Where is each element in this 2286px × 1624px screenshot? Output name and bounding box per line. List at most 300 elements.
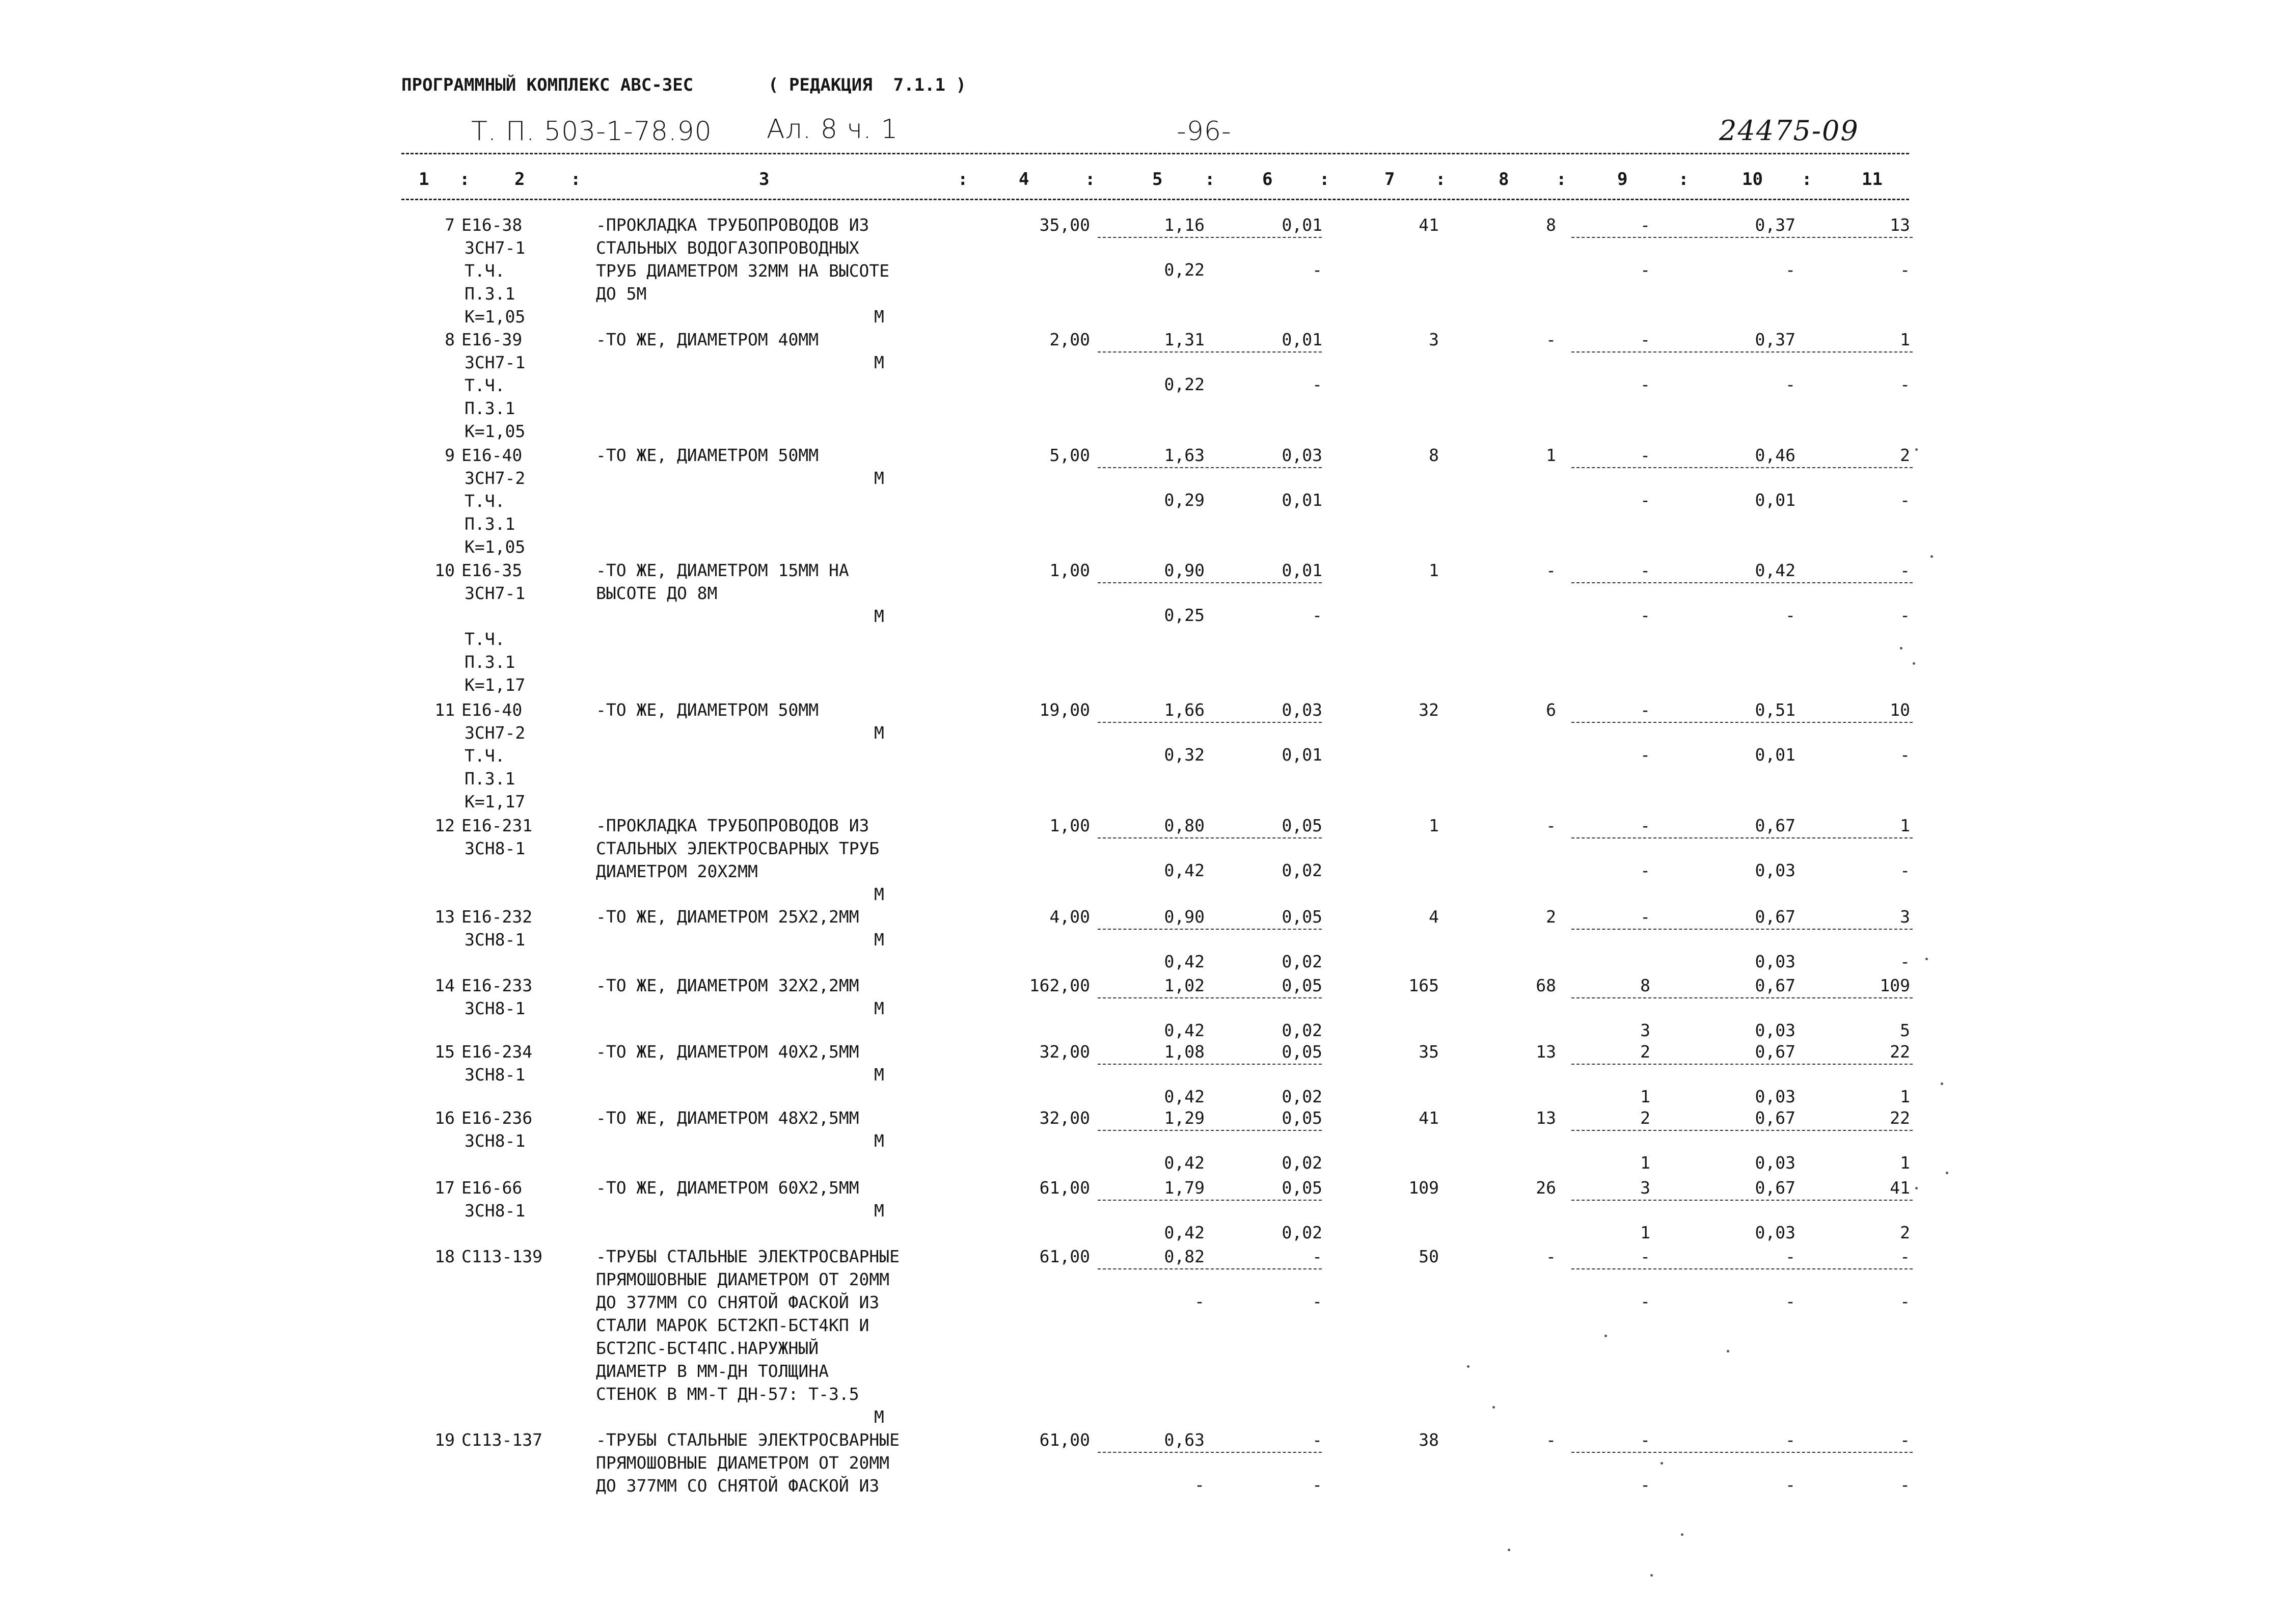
quantity-value: 2,00: [1049, 330, 1090, 349]
col5-sub-value: 0,25: [1164, 605, 1205, 625]
col8-value: 13: [1536, 1108, 1556, 1128]
scan-speck: [1941, 1082, 1943, 1085]
column-separator: :: [459, 169, 470, 190]
description-line: СТАЛИ МАРОК БСТ2КП-БСТ4КП И: [596, 1315, 869, 1335]
col10-value: 0,67: [1755, 816, 1795, 835]
code-detail: Т.Ч.: [465, 375, 505, 395]
description-line: ВЫСОТЕ ДО 8М: [596, 583, 718, 603]
col9-sub-value: -: [1640, 374, 1650, 394]
code-detail: П.3.1: [465, 514, 515, 534]
estimate-code: Е16-38: [461, 215, 523, 235]
col6-value: -: [1312, 1430, 1322, 1450]
col8-value: -: [1546, 330, 1556, 349]
col7-value: 8: [1429, 445, 1439, 465]
col7-value: 1: [1429, 560, 1439, 580]
row-number: 18: [434, 1247, 455, 1266]
col7-value: 38: [1419, 1430, 1439, 1450]
document-number: 24475-09: [1719, 115, 1859, 147]
col7-value: 3: [1429, 330, 1439, 349]
code-detail: 3СН7-1: [465, 353, 526, 372]
code-detail: К=1,05: [465, 421, 526, 441]
col11-value: -: [1900, 1430, 1910, 1450]
cost-subrule: [1098, 722, 1322, 723]
cost-subrule: [1098, 1200, 1322, 1201]
col10-sub-value: -: [1785, 260, 1795, 280]
scan-speck: [1913, 662, 1915, 665]
col10-value: 0,67: [1755, 907, 1795, 927]
col9-sub-value: 3: [1640, 1020, 1650, 1040]
quantity-value: 61,00: [1039, 1247, 1090, 1266]
labor-subrule: [1571, 1268, 1913, 1269]
code-detail: 3СН8-1: [465, 1201, 526, 1221]
col6-sub-value: -: [1312, 260, 1322, 280]
col10-sub-value: 0,03: [1755, 1223, 1795, 1242]
estimate-code: Е16-232: [461, 907, 533, 927]
unit-label: М: [874, 1407, 884, 1427]
col9-value: -: [1640, 1430, 1650, 1450]
description-line: ТРУБ ДИАМЕТРОМ 32ММ НА ВЫСОТЕ: [596, 261, 890, 281]
scan-speck: [1915, 1187, 1918, 1189]
row-number: 17: [434, 1178, 455, 1198]
description-line: ПРЯМОШОВНЫЕ ДИАМЕТРОМ ОТ 20ММ: [596, 1269, 890, 1289]
col11-sub-value: -: [1900, 605, 1910, 625]
col5-value: 1,66: [1164, 700, 1205, 720]
col5-value: 0,90: [1164, 560, 1205, 580]
col10-value: 0,51: [1755, 700, 1795, 720]
col10-value: 0,67: [1755, 976, 1795, 995]
scan-speck: [1492, 1406, 1495, 1409]
unit-label: М: [874, 884, 884, 904]
estimate-code: Е16-40: [461, 445, 523, 465]
col6-value: 0,05: [1282, 1178, 1322, 1198]
quantity-value: 32,00: [1039, 1108, 1090, 1128]
col5-value: 1,16: [1164, 215, 1205, 235]
estimate-code: Е16-233: [461, 976, 533, 995]
col7-value: 32: [1419, 700, 1439, 720]
labor-subrule: [1571, 1064, 1913, 1065]
col9-value: -: [1640, 215, 1650, 235]
col10-sub-value: -: [1785, 374, 1795, 394]
labor-subrule: [1571, 582, 1913, 583]
description-line: СТАЛЬНЫХ ВОДОГАЗОПРОВОДНЫХ: [596, 238, 859, 258]
column-number: 4: [1019, 169, 1029, 190]
column-number: 3: [759, 169, 770, 190]
scan-speck: [1900, 647, 1902, 649]
quantity-value: 4,00: [1049, 907, 1090, 927]
col10-sub-value: 0,01: [1755, 490, 1795, 510]
col11-sub-value: -: [1900, 745, 1910, 765]
col7-value: 35: [1419, 1042, 1439, 1062]
col5-value: 1,02: [1164, 976, 1205, 995]
scan-speck: [1508, 1549, 1510, 1551]
description-line: БСТ2ПС-БСТ4ПС.НАРУЖНЫЙ: [596, 1338, 819, 1358]
col8-value: -: [1546, 560, 1556, 580]
col10-sub-value: -: [1785, 1475, 1795, 1495]
scan-speck: [1727, 1350, 1729, 1352]
col10-value: 0,46: [1755, 445, 1795, 465]
column-separator: :: [570, 169, 581, 190]
quantity-value: 1,00: [1049, 560, 1090, 580]
code-detail: Т.Ч.: [465, 746, 505, 766]
col6-value: 0,01: [1282, 330, 1322, 349]
col7-value: 41: [1419, 1108, 1439, 1128]
col11-sub-value: 1: [1900, 1153, 1910, 1173]
page-number: -96-: [1177, 116, 1232, 147]
col6-value: 0,03: [1282, 445, 1322, 465]
description-line: ДИАМЕТРОМ 20Х2ММ: [596, 861, 758, 881]
col9-value: 2: [1640, 1042, 1650, 1062]
quantity-value: 5,00: [1049, 445, 1090, 465]
col10-sub-value: 0,03: [1755, 952, 1795, 971]
col6-sub-value: 0,02: [1282, 952, 1322, 971]
labor-subrule: [1571, 1130, 1913, 1131]
column-number: 10: [1742, 169, 1763, 190]
column-separator: :: [1085, 169, 1096, 190]
column-separator: :: [1435, 169, 1446, 190]
unit-label: М: [874, 353, 884, 372]
column-separator: :: [1319, 169, 1330, 190]
row-number: 12: [434, 816, 455, 835]
col8-value: 68: [1536, 976, 1556, 995]
cost-subrule: [1098, 582, 1322, 583]
code-detail: 3СН8-1: [465, 998, 526, 1018]
col6-sub-value: -: [1312, 1291, 1322, 1311]
labor-subrule: [1571, 837, 1913, 838]
col8-value: -: [1546, 1247, 1556, 1266]
col6-value: 0,05: [1282, 976, 1322, 995]
col11-sub-value: 1: [1900, 1087, 1910, 1106]
code-detail: Т.Ч.: [465, 491, 505, 511]
description-line: -ТО ЖЕ, ДИАМЕТРОМ 50ММ: [596, 445, 819, 465]
column-separator: :: [1802, 169, 1812, 190]
col10-sub-value: 0,03: [1755, 1020, 1795, 1040]
col11-value: 1: [1900, 330, 1910, 349]
col9-value: -: [1640, 907, 1650, 927]
col10-value: 0,42: [1755, 560, 1795, 580]
col6-value: -: [1312, 1247, 1322, 1266]
quantity-value: 61,00: [1039, 1430, 1090, 1450]
row-number: 10: [434, 560, 455, 580]
scan-speck: [1681, 1533, 1683, 1536]
project-code: Т. П. 503-1-78.90: [471, 116, 712, 147]
code-detail: Т.Ч.: [465, 629, 505, 649]
unit-label: М: [874, 1201, 884, 1221]
col6-sub-value: 0,01: [1282, 490, 1322, 510]
col11-sub-value: -: [1900, 374, 1910, 394]
col9-sub-value: -: [1640, 490, 1650, 510]
estimate-code: С113-137: [461, 1430, 542, 1450]
col8-value: 26: [1536, 1178, 1556, 1198]
code-detail: К=1,05: [465, 537, 526, 557]
col11-value: 41: [1890, 1178, 1910, 1198]
col8-value: 13: [1536, 1042, 1556, 1062]
scan-speck: [1650, 1574, 1653, 1577]
col5-sub-value: 0,22: [1164, 260, 1205, 280]
col11-value: 1: [1900, 816, 1910, 835]
col6-value: 0,01: [1282, 215, 1322, 235]
column-number: 5: [1152, 169, 1163, 190]
row-number: 7: [445, 215, 455, 235]
col9-sub-value: -: [1640, 260, 1650, 280]
row-number: 15: [434, 1042, 455, 1062]
col6-value: 0,03: [1282, 700, 1322, 720]
cost-subrule: [1098, 351, 1322, 353]
quantity-value: 35,00: [1039, 215, 1090, 235]
col6-sub-value: 0,01: [1282, 745, 1322, 765]
col10-sub-value: 0,03: [1755, 1153, 1795, 1173]
unit-label: М: [874, 1065, 884, 1085]
code-detail: 3СН8-1: [465, 838, 526, 858]
code-detail: К=1,05: [465, 307, 526, 327]
description-line: ДО 377ММ СО СНЯТОЙ ФАСКОЙ ИЗ: [596, 1292, 880, 1312]
col9-value: -: [1640, 330, 1650, 349]
col11-value: -: [1900, 560, 1910, 580]
labor-subrule: [1571, 997, 1913, 998]
estimate-code: Е16-66: [461, 1178, 523, 1198]
edition-label: ( РЕДАКЦИЯ 7.1.1 ): [768, 75, 966, 95]
col5-sub-value: -: [1194, 1475, 1205, 1495]
col5-sub-value: 0,29: [1164, 490, 1205, 510]
code-detail: П.3.1: [465, 652, 515, 672]
cost-subrule: [1098, 929, 1322, 930]
col9-value: 3: [1640, 1178, 1650, 1198]
row-number: 9: [445, 445, 455, 465]
col9-value: -: [1640, 700, 1650, 720]
col9-sub-value: 1: [1640, 1153, 1650, 1173]
col5-value: 0,90: [1164, 907, 1205, 927]
col5-sub-value: 0,32: [1164, 745, 1205, 765]
column-number: 11: [1862, 169, 1883, 190]
scan-speck: [1925, 958, 1928, 960]
col5-sub-value: 0,42: [1164, 1223, 1205, 1242]
unit-label: М: [874, 1131, 884, 1151]
code-detail: 3СН7-2: [465, 468, 526, 488]
unit-label: М: [874, 307, 884, 327]
column-number: 8: [1499, 169, 1509, 190]
col6-value: 0,05: [1282, 1042, 1322, 1062]
col9-value: -: [1640, 1247, 1650, 1266]
unit-label: М: [874, 468, 884, 488]
description-line: -ТО ЖЕ, ДИАМЕТРОМ 50ММ: [596, 700, 819, 720]
code-detail: 3СН8-1: [465, 1065, 526, 1085]
description-line: ДИАМЕТР В ММ-ДН ТОЛЩИНА: [596, 1361, 829, 1381]
row-number: 14: [434, 976, 455, 995]
column-number: 2: [514, 169, 525, 190]
description-line: -ТРУБЫ СТАЛЬНЫЕ ЭЛЕКТРОСВАРНЫЕ: [596, 1430, 900, 1450]
estimate-code: Е16-236: [461, 1108, 533, 1128]
col11-value: 13: [1890, 215, 1910, 235]
description-line: -ПРОКЛАДКА ТРУБОПРОВОДОВ ИЗ: [596, 816, 869, 835]
col7-value: 4: [1429, 907, 1439, 927]
col11-sub-value: -: [1900, 952, 1910, 971]
col5-sub-value: -: [1194, 1291, 1205, 1311]
code-detail: К=1,17: [465, 675, 526, 695]
cost-subrule: [1098, 1452, 1322, 1453]
code-detail: 3СН7-1: [465, 583, 526, 603]
col9-value: 8: [1640, 976, 1650, 995]
col11-sub-value: -: [1900, 1291, 1910, 1311]
col10-sub-value: 0,01: [1755, 745, 1795, 765]
cost-subrule: [1098, 1268, 1322, 1269]
quantity-value: 61,00: [1039, 1178, 1090, 1198]
scan-speck: [1467, 1365, 1469, 1368]
col11-value: 10: [1890, 700, 1910, 720]
col10-sub-value: -: [1785, 1291, 1795, 1311]
col5-sub-value: 0,42: [1164, 1020, 1205, 1040]
col9-value: -: [1640, 560, 1650, 580]
cost-subrule: [1098, 837, 1322, 838]
col6-sub-value: 0,02: [1282, 1223, 1322, 1242]
col10-value: 0,37: [1755, 330, 1795, 349]
col7-value: 165: [1408, 976, 1439, 995]
estimate-code: Е16-40: [461, 700, 523, 720]
column-number: 7: [1384, 169, 1395, 190]
col11-value: 22: [1890, 1042, 1910, 1062]
col5-value: 1,79: [1164, 1178, 1205, 1198]
col5-value: 0,82: [1164, 1247, 1205, 1266]
col5-sub-value: 0,42: [1164, 1153, 1205, 1173]
description-line: ПРЯМОШОВНЫЕ ДИАМЕТРОМ ОТ 20ММ: [596, 1453, 890, 1473]
unit-label: М: [874, 723, 884, 743]
cost-subrule: [1098, 997, 1322, 998]
estimate-code: Е16-234: [461, 1042, 533, 1062]
col6-sub-value: 0,02: [1282, 1020, 1322, 1040]
description-line: -ТРУБЫ СТАЛЬНЫЕ ЭЛЕКТРОСВАРНЫЕ: [596, 1247, 900, 1266]
col6-sub-value: -: [1312, 605, 1322, 625]
labor-subrule: [1571, 722, 1913, 723]
labor-subrule: [1571, 1452, 1913, 1453]
col9-sub-value: -: [1640, 1475, 1650, 1495]
scan-speck: [1661, 1462, 1663, 1465]
col5-value: 1,31: [1164, 330, 1205, 349]
cost-subrule: [1098, 237, 1322, 238]
col6-value: 0,05: [1282, 1108, 1322, 1128]
estimate-code: Е16-231: [461, 816, 533, 835]
col6-value: 0,05: [1282, 816, 1322, 835]
col5-value: 0,63: [1164, 1430, 1205, 1450]
description-line: ДО 377ММ СО СНЯТОЙ ФАСКОЙ ИЗ: [596, 1476, 880, 1496]
code-detail: 3СН7-1: [465, 238, 526, 258]
col7-value: 109: [1408, 1178, 1439, 1198]
column-separator: :: [1556, 169, 1567, 190]
row-number: 11: [434, 700, 455, 720]
scan-speck: [1604, 1335, 1607, 1337]
col6-sub-value: -: [1312, 1475, 1322, 1495]
col8-value: 6: [1546, 700, 1556, 720]
col5-sub-value: 0,42: [1164, 1087, 1205, 1106]
unit-label: М: [874, 606, 884, 626]
description-line: ДО 5М: [596, 284, 647, 304]
col11-sub-value: -: [1900, 490, 1910, 510]
col10-value: 0,67: [1755, 1108, 1795, 1128]
col11-sub-value: -: [1900, 860, 1910, 880]
col9-sub-value: -: [1640, 860, 1650, 880]
col11-value: 22: [1890, 1108, 1910, 1128]
estimate-code: Е16-35: [461, 560, 523, 580]
col6-sub-value: -: [1312, 374, 1322, 394]
col11-sub-value: -: [1900, 260, 1910, 280]
col11-value: 2: [1900, 445, 1910, 465]
col7-value: 1: [1429, 816, 1439, 835]
col5-value: 0,80: [1164, 816, 1205, 835]
cost-subrule: [1098, 467, 1322, 468]
col9-sub-value: -: [1640, 1291, 1650, 1311]
code-detail: 3СН8-1: [465, 1131, 526, 1151]
header-rule: [401, 153, 1909, 154]
col11-value: -: [1900, 1247, 1910, 1266]
cost-subrule: [1098, 1130, 1322, 1131]
unit-label: М: [874, 998, 884, 1018]
description-line: -ТО ЖЕ, ДИАМЕТРОМ 32Х2,2ММ: [596, 976, 859, 995]
column-separator: :: [958, 169, 968, 190]
album-label: Ал. 8 ч. 1: [767, 114, 899, 145]
col6-sub-value: 0,02: [1282, 1153, 1322, 1173]
col10-value: 0,67: [1755, 1042, 1795, 1062]
col7-value: 41: [1419, 215, 1439, 235]
col11-sub-value: 5: [1900, 1020, 1910, 1040]
col11-sub-value: 2: [1900, 1223, 1910, 1242]
quantity-value: 32,00: [1039, 1042, 1090, 1062]
col11-value: 3: [1900, 907, 1910, 927]
cost-subrule: [1098, 1064, 1322, 1065]
col5-value: 1,63: [1164, 445, 1205, 465]
column-number: 6: [1262, 169, 1273, 190]
col10-value: 0,67: [1755, 1178, 1795, 1198]
description-line: -ТО ЖЕ, ДИАМЕТРОМ 40ММ: [596, 330, 819, 349]
description-line: СТЕНОК В ММ-Т ДН-57: Т-3.5: [596, 1384, 859, 1404]
col11-sub-value: -: [1900, 1475, 1910, 1495]
col5-sub-value: 0,22: [1164, 374, 1205, 394]
col9-value: 2: [1640, 1108, 1650, 1128]
scan-speck: [1915, 448, 1918, 451]
col10-value: -: [1785, 1247, 1795, 1266]
description-line: -ПРОКЛАДКА ТРУБОПРОВОДОВ ИЗ: [596, 215, 869, 235]
col6-sub-value: 0,02: [1282, 1087, 1322, 1106]
col10-value: -: [1785, 1430, 1795, 1450]
column-number: 9: [1617, 169, 1628, 190]
labor-subrule: [1571, 467, 1913, 468]
col9-sub-value: 1: [1640, 1087, 1650, 1106]
col9-sub-value: -: [1640, 605, 1650, 625]
row-number: 8: [445, 330, 455, 349]
labor-subrule: [1571, 237, 1913, 238]
col6-value: 0,01: [1282, 560, 1322, 580]
col8-value: 1: [1546, 445, 1556, 465]
col9-sub-value: 1: [1640, 1223, 1650, 1242]
column-separator: :: [1678, 169, 1689, 190]
scan-speck: [1930, 555, 1933, 558]
column-number: 1: [419, 169, 429, 190]
col7-value: 50: [1419, 1247, 1439, 1266]
code-detail: П.3.1: [465, 398, 515, 418]
column-header-rule: [401, 199, 1909, 200]
col5-value: 1,29: [1164, 1108, 1205, 1128]
labor-subrule: [1571, 1200, 1913, 1201]
col9-value: -: [1640, 816, 1650, 835]
quantity-value: 162,00: [1029, 976, 1090, 995]
code-detail: П.3.1: [465, 769, 515, 789]
col11-value: 109: [1880, 976, 1910, 995]
col8-value: -: [1546, 816, 1556, 835]
code-detail: 3СН8-1: [465, 930, 526, 950]
col5-sub-value: 0,42: [1164, 952, 1205, 971]
labor-subrule: [1571, 351, 1913, 353]
estimate-code: Е16-39: [461, 330, 523, 349]
description-line: -ТО ЖЕ, ДИАМЕТРОМ 15ММ НА: [596, 560, 849, 580]
quantity-value: 1,00: [1049, 816, 1090, 835]
quantity-value: 19,00: [1039, 700, 1090, 720]
col5-sub-value: 0,42: [1164, 860, 1205, 880]
